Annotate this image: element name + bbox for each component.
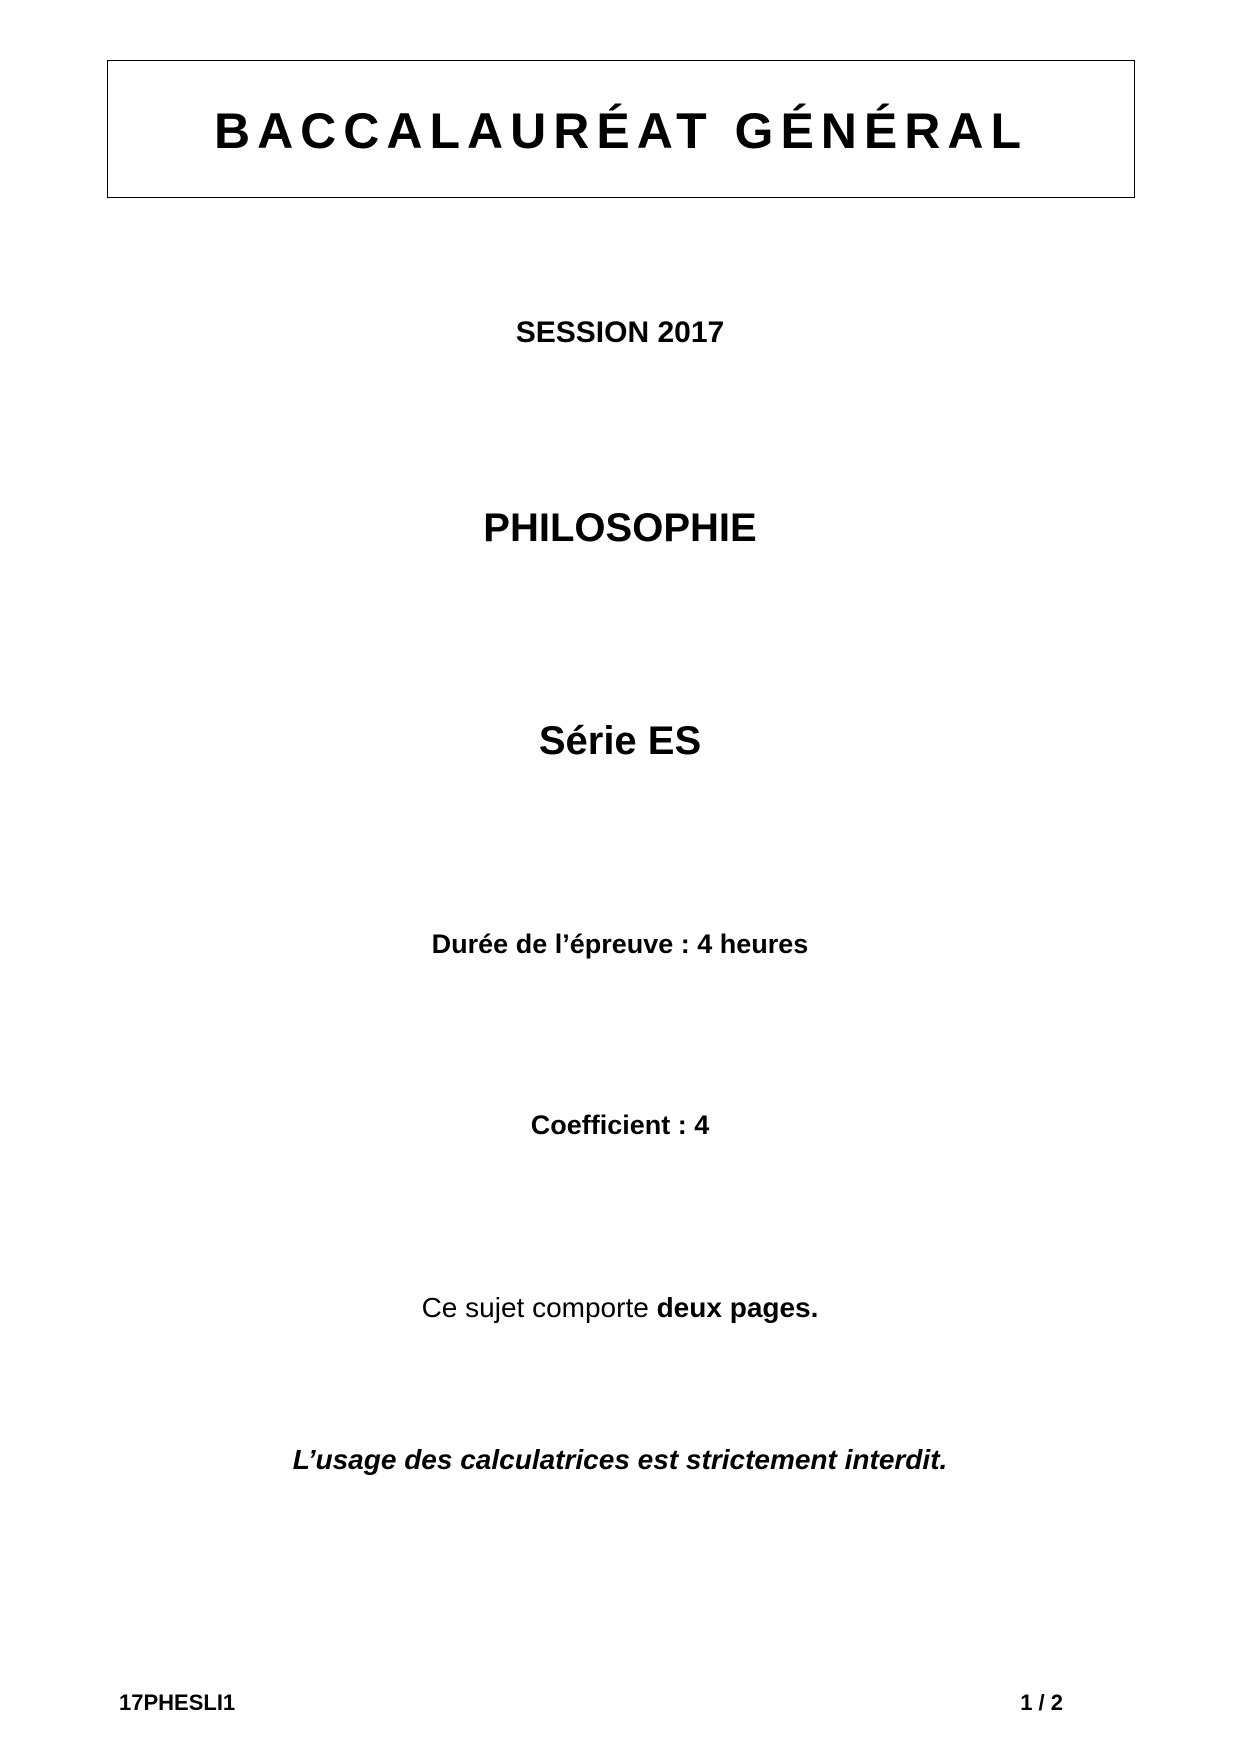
exam-coefficient: Coefficient : 4 (530, 1110, 710, 1140)
calculator-notice: L’usage des calculatrices est strictement interdit. (292, 1444, 948, 1475)
session-label: SESSION 2017 (515, 316, 725, 349)
footer-page-number: 1 / 2 (1020, 1690, 1063, 1715)
page-count-statement (0, 1292, 1240, 1324)
series-label: Série ES (538, 719, 702, 763)
title-box (107, 60, 1135, 198)
subject-title: PHILOSOPHIE (483, 506, 757, 550)
document-title: BACCALAURÉAT GÉNÉRAL (213, 103, 1029, 159)
exam-duration: Durée de l’épreuve : 4 heures (431, 929, 809, 959)
page-count-prefix: Ce sujet comporte (421, 1292, 657, 1323)
page-count-emphasis: deux pages. (656, 1292, 819, 1323)
footer-document-code: 17PHESLI1 (119, 1690, 236, 1715)
